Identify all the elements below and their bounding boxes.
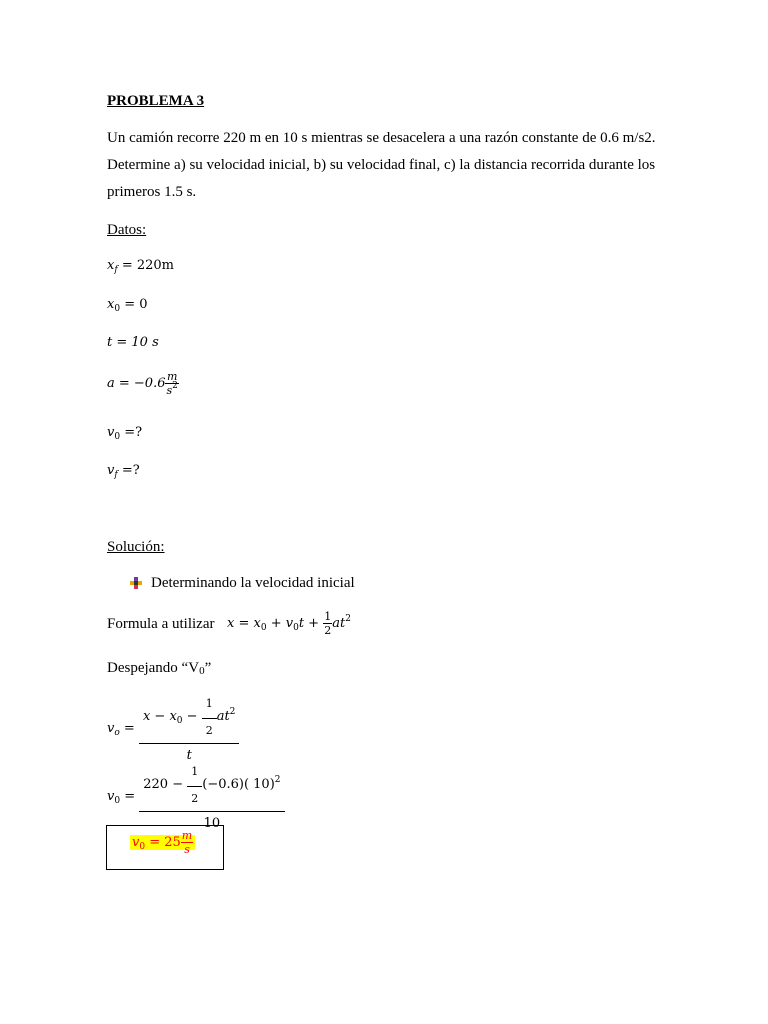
dato-xf: $x_f = 220m$: [107, 258, 174, 275]
statement-line-2: Determine a) su velocidad inicial, b) su velocidad final, c) la distancia recorrida durante los: [107, 157, 656, 173]
answer-box: [106, 825, 224, 870]
problem-title: PROBLEMA 3: [107, 93, 205, 109]
bullet-text: Determinando la velocidad inicial: [151, 575, 355, 591]
datos-label: Datos:: [107, 222, 147, 238]
answer-value: $v_0 = 25$ $\frac{m}{s}$: [130, 829, 195, 856]
dato-t: t = 10 s: [107, 335, 159, 350]
dato-a: a = −0.6 $\frac{m}{s^2}$: [107, 370, 178, 397]
bullet-icon: [129, 576, 143, 590]
despejando-text: Despejando “$V_0$”: [107, 660, 212, 677]
statement-line-1: Un camión recorre 220 m en 10 s mientras se desacelera a una razón constante de 0.6 m/s2.: [107, 130, 656, 146]
formula-equation: $x = x_0 + v_0t$ + $\frac{1}{2}$ $at^2$: [227, 610, 351, 637]
formula-label: Formula a utilizar: [107, 616, 215, 632]
dato-v0: $v_0$ =?: [107, 425, 143, 442]
statement-line-3: primeros 1.5 s.: [107, 184, 197, 200]
equation-v0-formula: $v_o$ = $x - x_0$ − $\frac{1}{2}$ $at^2$ t: [107, 693, 239, 765]
dato-x0: $x_0 = 0$: [107, 297, 148, 314]
solucion-label: Solución:: [107, 539, 165, 555]
dato-vf: $v_f$ =?: [107, 463, 140, 480]
equation-v0-substituted: $v_0$ = 220 − $\frac{1}{2}$ (−0.6)( 10)$^2$ 10: [107, 761, 285, 833]
